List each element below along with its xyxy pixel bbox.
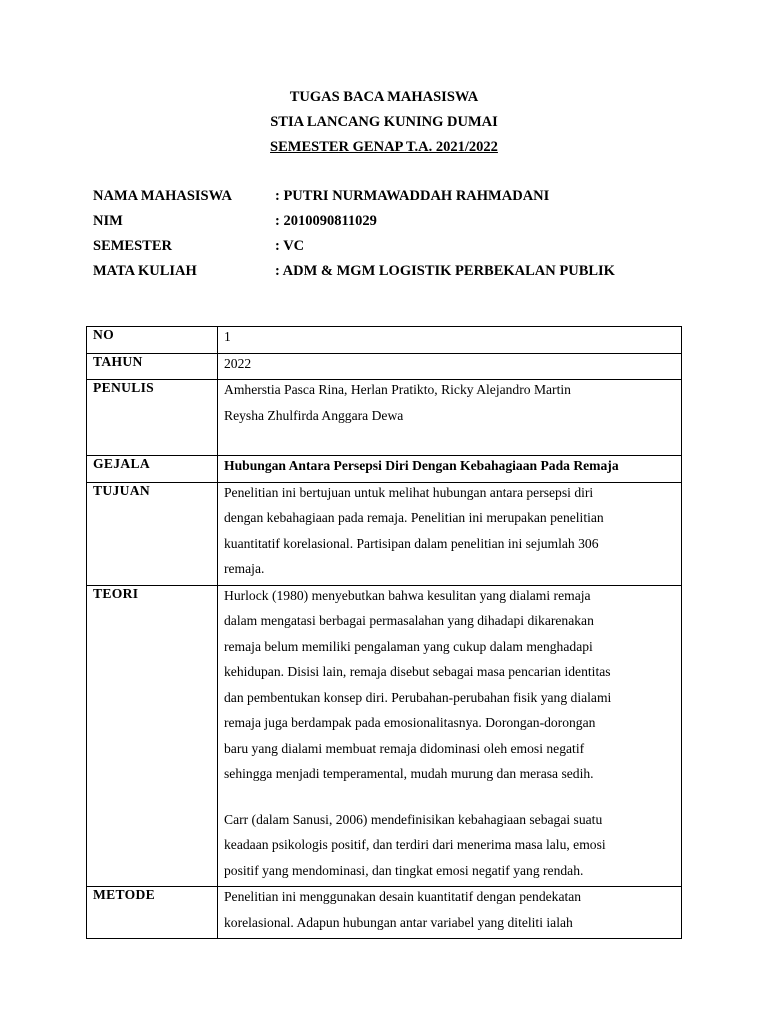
teori-line: positif yang mendominasi, dan tingkat emosi negatif yang rendah. [224, 862, 584, 878]
tujuan-value [218, 482, 682, 585]
tujuan-line: remaja. [224, 561, 265, 576]
gejala-value-text: Hubungan Antara Persepsi Diri Dengan Kebahagiaan Pada Remaja [224, 458, 619, 473]
tujuan-line: dengan kebahagiaan pada remaja. Penelitian ini merupakan penelitian [224, 510, 604, 525]
document-header [0, 87, 768, 162]
teori-line: remaja juga berdampak pada emosionalitasnya. Dorongan-dorongan [224, 715, 596, 730]
course-value: : ADM & MGM LOGISTIK PERBEKALAN PUBLIK [275, 263, 615, 279]
no-label: NO [87, 327, 218, 354]
penulis-label: PENULIS [87, 380, 218, 456]
student-nim-value: : 2010090811029 [275, 213, 377, 229]
gejala-value [218, 456, 682, 483]
tujuan-line: kuantitatif korelasional. Partisipan dalam penelitian ini sejumlah 306 [224, 535, 599, 551]
gejala-label: GEJALA [87, 456, 218, 483]
student-nim-row [93, 211, 615, 236]
teori-line: dalam mengatasi berbagai permasalahan yang dihadapi dikarenakan [224, 613, 594, 628]
metode-line: korelasional. Adapun hubungan antar variabel yang diteliti ialah [224, 914, 573, 930]
tujuan-label: TUJUAN [87, 482, 218, 585]
table-row-tujuan [87, 482, 682, 585]
semester-title: SEMESTER GENAP T.A. 2021/2022 [270, 139, 498, 155]
teori-line: kehidupan. Disisi lain, remaja disebut sebagai masa pencarian identitas [224, 664, 611, 679]
student-semester-row [93, 236, 615, 261]
table-row-metode [87, 887, 682, 939]
tujuan-line: Penelitian ini bertujuan untuk melihat hubungan antara persepsi diri [224, 484, 594, 500]
institution-name: STIA LANCANG KUNING DUMAI [270, 114, 498, 130]
student-semester-label: SEMESTER [93, 238, 172, 254]
student-name-value: : PUTRI NURMAWADDAH RAHMADANI [275, 188, 550, 204]
table-row-tahun [87, 353, 682, 380]
tahun-value-text: 2022 [224, 355, 252, 371]
no-value-text: 1 [224, 329, 231, 344]
table-row-no [87, 327, 682, 354]
paragraph-gap [224, 790, 675, 810]
teori-line: sehingga menjadi temperamental, mudah murung dan merasa sedih. [224, 766, 594, 781]
tahun-label: TAHUN [87, 353, 218, 380]
teori-label: TEORI [87, 585, 218, 887]
teori-line: Hurlock (1980) menyebutkan bahwa kesulitan yang dialami remaja [224, 587, 591, 603]
tahun-value [218, 353, 682, 380]
metode-value [218, 887, 682, 939]
course-row [93, 261, 615, 286]
table-row-penulis [87, 380, 682, 456]
teori-line: remaja belum memiliki pengalaman yang cukup dalam menghadapi [224, 638, 593, 654]
student-name-row [93, 186, 615, 211]
penulis-line: Reysha Zhulfirda Anggara Dewa [224, 407, 404, 423]
student-nim-label: NIM [93, 213, 123, 229]
metode-line: Penelitian ini menggunakan desain kuantitatif dengan pendekatan [224, 889, 582, 904]
student-name-label: NAMA MAHASISWA [93, 188, 232, 204]
metode-label: METODE [87, 887, 218, 939]
teori-line: baru yang dialami membuat remaja didominasi oleh emosi negatif [224, 740, 585, 756]
teori-line: keadaan psikologis positif, dan terdiri dari menerima masa lalu, emosi [224, 837, 606, 852]
teori-line: Carr (dalam Sanusi, 2006) mendefinisikan kebahagiaan sebagai suatu [224, 811, 603, 827]
penulis-line: Amherstia Pasca Rina, Herlan Pratikto, Ricky Alejandro Martin [224, 382, 571, 397]
student-info [93, 186, 615, 286]
penulis-value [218, 380, 682, 456]
reading-review-table [86, 326, 682, 939]
table-row-teori [87, 585, 682, 887]
student-semester-value: : VC [275, 238, 305, 254]
table-row-gejala [87, 456, 682, 483]
assignment-title: TUGAS BACA MAHASISWA [289, 89, 479, 105]
course-label: MATA KULIAH [93, 263, 197, 279]
teori-value [218, 585, 682, 887]
no-value [218, 327, 682, 354]
teori-line: dan pembentukan konsep diri. Perubahan-perubahan fisik yang dialami [224, 689, 612, 705]
